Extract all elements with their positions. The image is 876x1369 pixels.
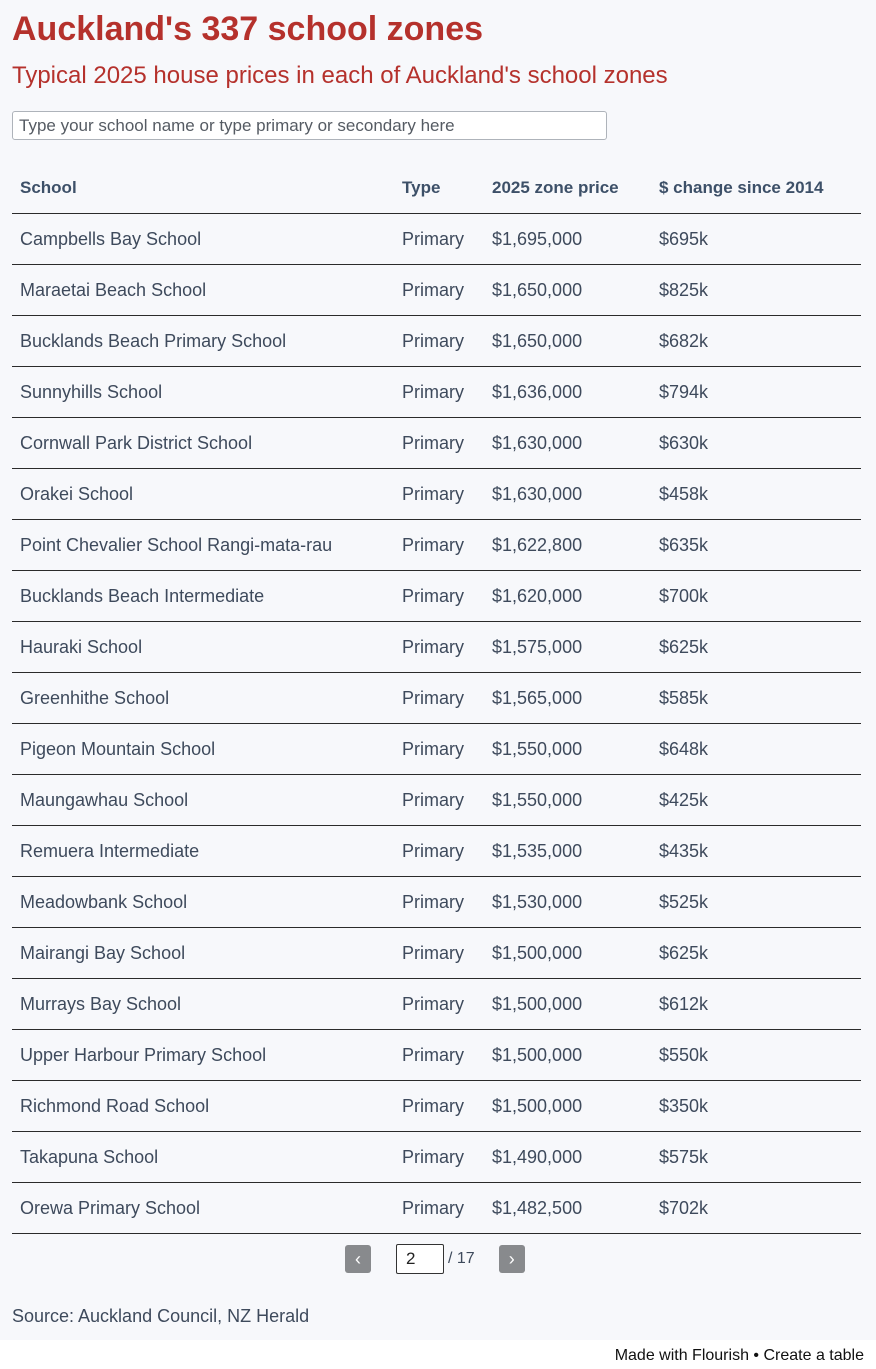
- page-subtitle: Typical 2025 house prices in each of Auckland's school zones: [12, 62, 668, 89]
- school-type-cell: Primary: [394, 265, 484, 316]
- table-row: [12, 673, 861, 724]
- school-name-cell: Maungawhau School: [12, 775, 394, 826]
- school-name-cell: Point Chevalier School Rangi-mata-rau: [12, 520, 394, 571]
- zone-price-cell: $1,530,000: [484, 877, 651, 928]
- zone-price-cell: $1,630,000: [484, 418, 651, 469]
- table-row: [12, 724, 861, 775]
- zone-price-cell: $1,620,000: [484, 571, 651, 622]
- school-type-cell: Primary: [394, 418, 484, 469]
- table-body: [12, 214, 861, 1234]
- school-type-cell: Primary: [394, 316, 484, 367]
- zone-price-cell: $1,630,000: [484, 469, 651, 520]
- price-change-cell: $425k: [651, 775, 861, 826]
- table-row: [12, 622, 861, 673]
- next-page-button[interactable]: [499, 1245, 525, 1273]
- school-name-cell: Richmond Road School: [12, 1081, 394, 1132]
- school-name-cell: Bucklands Beach Intermediate: [12, 571, 394, 622]
- zone-price-cell: $1,622,800: [484, 520, 651, 571]
- flourish-footer: [615, 1347, 864, 1365]
- price-change-cell: $635k: [651, 520, 861, 571]
- school-type-cell: Primary: [394, 1132, 484, 1183]
- table-row: [12, 265, 861, 316]
- school-name-cell: Murrays Bay School: [12, 979, 394, 1030]
- zone-price-cell: $1,535,000: [484, 826, 651, 877]
- school-name-cell: Meadowbank School: [12, 877, 394, 928]
- price-change-cell: $575k: [651, 1132, 861, 1183]
- price-change-cell: $435k: [651, 826, 861, 877]
- price-change-cell: $702k: [651, 1183, 861, 1234]
- school-type-cell: Primary: [394, 1081, 484, 1132]
- table-row: [12, 571, 861, 622]
- school-type-cell: Primary: [394, 775, 484, 826]
- table-header-row: [12, 163, 861, 214]
- zone-price-cell: $1,565,000: [484, 673, 651, 724]
- zone-price-cell: $1,550,000: [484, 775, 651, 826]
- table-row: [12, 418, 861, 469]
- table-row: [12, 214, 861, 265]
- search-input[interactable]: [12, 111, 607, 140]
- school-type-cell: Primary: [394, 571, 484, 622]
- zone-price-cell: $1,500,000: [484, 928, 651, 979]
- table-row: [12, 826, 861, 877]
- school-name-cell: Campbells Bay School: [12, 214, 394, 265]
- school-type-cell: Primary: [394, 673, 484, 724]
- chevron-right-icon: ›: [508, 1249, 515, 1269]
- school-name-cell: Hauraki School: [12, 622, 394, 673]
- school-type-cell: Primary: [394, 724, 484, 775]
- table-row: [12, 1030, 861, 1081]
- column-header-school[interactable]: School: [12, 163, 394, 214]
- previous-page-button[interactable]: [345, 1245, 371, 1273]
- price-change-cell: $625k: [651, 928, 861, 979]
- price-change-cell: $458k: [651, 469, 861, 520]
- school-type-cell: Primary: [394, 826, 484, 877]
- school-name-cell: Mairangi Bay School: [12, 928, 394, 979]
- page-total-label: / 17: [448, 1250, 475, 1267]
- table-row: [12, 877, 861, 928]
- source-note: Source: Auckland Council, NZ Herald: [12, 1306, 310, 1326]
- school-type-cell: Primary: [394, 928, 484, 979]
- price-change-cell: $625k: [651, 622, 861, 673]
- table-row: [12, 1132, 861, 1183]
- price-change-cell: $794k: [651, 367, 861, 418]
- table-row: [12, 928, 861, 979]
- school-type-cell: Primary: [394, 622, 484, 673]
- zone-price-cell: $1,482,500: [484, 1183, 651, 1234]
- price-change-cell: $648k: [651, 724, 861, 775]
- column-header-type[interactable]: Type: [394, 163, 484, 214]
- table-row: [12, 316, 861, 367]
- price-change-cell: $612k: [651, 979, 861, 1030]
- school-name-cell: Remuera Intermediate: [12, 826, 394, 877]
- price-change-cell: $350k: [651, 1081, 861, 1132]
- price-change-cell: $585k: [651, 673, 861, 724]
- zone-price-cell: $1,500,000: [484, 979, 651, 1030]
- zone-price-cell: $1,695,000: [484, 214, 651, 265]
- chevron-left-icon: ‹: [355, 1249, 361, 1269]
- column-header-change[interactable]: $ change since 2014: [651, 163, 861, 214]
- price-change-cell: $700k: [651, 571, 861, 622]
- made-with-flourish-link[interactable]: Made with Flourish: [614, 1347, 749, 1364]
- table-row: [12, 367, 861, 418]
- school-name-cell: Maraetai Beach School: [12, 265, 394, 316]
- school-type-cell: Primary: [394, 214, 484, 265]
- price-change-cell: $525k: [651, 877, 861, 928]
- page-number-input[interactable]: [396, 1244, 444, 1274]
- zone-price-cell: $1,500,000: [484, 1081, 651, 1132]
- table-row: [12, 469, 861, 520]
- school-name-cell: Pigeon Mountain School: [12, 724, 394, 775]
- school-type-cell: Primary: [394, 1030, 484, 1081]
- zone-price-cell: $1,650,000: [484, 316, 651, 367]
- zone-price-cell: $1,500,000: [484, 1030, 651, 1081]
- school-name-cell: Orewa Primary School: [12, 1183, 394, 1234]
- zone-price-cell: $1,490,000: [484, 1132, 651, 1183]
- school-name-cell: Upper Harbour Primary School: [12, 1030, 394, 1081]
- table-row: [12, 775, 861, 826]
- zone-price-cell: $1,550,000: [484, 724, 651, 775]
- school-type-cell: Primary: [394, 520, 484, 571]
- school-type-cell: Primary: [394, 979, 484, 1030]
- school-name-cell: Sunnyhills School: [12, 367, 394, 418]
- school-type-cell: Primary: [394, 877, 484, 928]
- zone-price-cell: $1,650,000: [484, 265, 651, 316]
- school-name-cell: Takapuna School: [12, 1132, 394, 1183]
- school-type-cell: Primary: [394, 1183, 484, 1234]
- page-count: [448, 1250, 475, 1268]
- create-table-link[interactable]: Create a table: [763, 1347, 864, 1364]
- page-title: Auckland's 337 school zones: [12, 10, 484, 48]
- school-name-cell: Cornwall Park District School: [12, 418, 394, 469]
- school-name-cell: Greenhithe School: [12, 673, 394, 724]
- school-type-cell: Primary: [394, 469, 484, 520]
- school-type-cell: Primary: [394, 367, 484, 418]
- column-header-price[interactable]: 2025 zone price: [484, 163, 651, 214]
- zone-price-cell: $1,575,000: [484, 622, 651, 673]
- price-change-cell: $695k: [651, 214, 861, 265]
- table-row: [12, 520, 861, 571]
- table-row: [12, 1081, 861, 1132]
- school-name-cell: Bucklands Beach Primary School: [12, 316, 394, 367]
- school-name-cell: Orakei School: [12, 469, 394, 520]
- price-change-cell: $630k: [651, 418, 861, 469]
- price-change-cell: $682k: [651, 316, 861, 367]
- table-row: [12, 1183, 861, 1234]
- table-row: [12, 979, 861, 1030]
- footer-separator: •: [753, 1347, 760, 1364]
- zone-price-cell: $1,636,000: [484, 367, 651, 418]
- price-change-cell: $825k: [651, 265, 861, 316]
- schools-table: [12, 163, 861, 1234]
- price-change-cell: $550k: [651, 1030, 861, 1081]
- pagination: [345, 1244, 525, 1274]
